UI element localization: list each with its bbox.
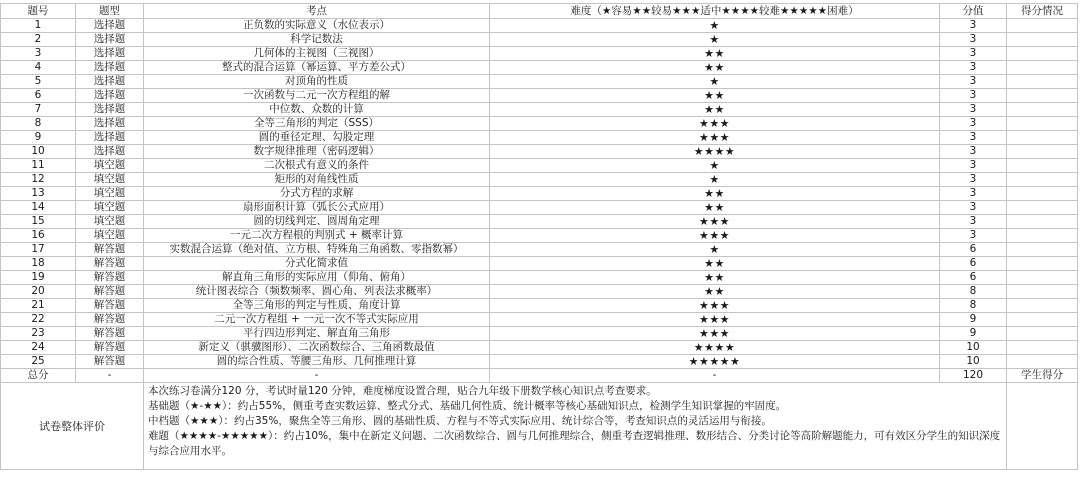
question-type: 选择题 xyxy=(76,145,144,159)
score-result xyxy=(1007,33,1078,47)
question-score: 3 xyxy=(940,145,1007,159)
total-label: 总分 xyxy=(1,369,76,383)
question-topic: 数字规律推理（密码逻辑） xyxy=(144,145,490,159)
question-topic: 圆的切线判定、圆周角定理 xyxy=(144,215,490,229)
difficulty-stars: ★★★★ xyxy=(490,341,940,355)
question-number: 22 xyxy=(1,313,76,327)
score-result xyxy=(1007,61,1078,75)
question-number: 21 xyxy=(1,299,76,313)
question-row xyxy=(1,271,1078,285)
difficulty-stars: ★★ xyxy=(490,271,940,285)
question-row xyxy=(1,47,1078,61)
question-number: 24 xyxy=(1,341,76,355)
total-difficulty: - xyxy=(490,369,940,383)
question-topic: 全等三角形的判定（SSS） xyxy=(144,117,490,131)
question-topic: 实数混合运算（绝对值、立方根、特殊角三角函数、零指数幂） xyxy=(144,243,490,257)
question-score: 3 xyxy=(940,229,1007,243)
score-result xyxy=(1007,89,1078,103)
question-number: 6 xyxy=(1,89,76,103)
difficulty-stars: ★★ xyxy=(490,257,940,271)
question-row xyxy=(1,75,1078,89)
question-topic: 解直角三角形的实际应用（仰角、俯角） xyxy=(144,271,490,285)
evaluation-blank xyxy=(1007,383,1078,470)
question-topic: 圆的垂径定理、勾股定理 xyxy=(144,131,490,145)
question-score: 9 xyxy=(940,313,1007,327)
score-result xyxy=(1007,313,1078,327)
question-number: 25 xyxy=(1,355,76,369)
total-row xyxy=(1,369,1078,383)
question-score: 3 xyxy=(940,159,1007,173)
score-result xyxy=(1007,229,1078,243)
evaluation-row xyxy=(1,383,1078,470)
question-type: 解答题 xyxy=(76,355,144,369)
header-row xyxy=(1,4,1078,19)
question-type: 选择题 xyxy=(76,103,144,117)
difficulty-stars: ★★★★ xyxy=(490,145,940,159)
difficulty-stars: ★★★ xyxy=(490,327,940,341)
evaluation-line: 难题（★★★★-★★★★★）：约占10%，集中在新定义问题、二次函数综合、圆与几何推理综合，侧重考查逻辑推理、数形结合、分类讨论等高阶解题能力，可有效区分学生的知识深度与综合应用水平。 xyxy=(148,430,1001,457)
question-row xyxy=(1,33,1078,47)
question-score: 10 xyxy=(940,341,1007,355)
question-row xyxy=(1,187,1078,201)
difficulty-stars: ★★ xyxy=(490,201,940,215)
question-number: 16 xyxy=(1,229,76,243)
score-result xyxy=(1007,159,1078,173)
question-number: 4 xyxy=(1,61,76,75)
question-type: 解答题 xyxy=(76,313,144,327)
question-type: 解答题 xyxy=(76,327,144,341)
question-topic: 统计图表综合（频数频率、圆心角、列表法求概率） xyxy=(144,285,490,299)
question-type: 选择题 xyxy=(76,75,144,89)
difficulty-stars: ★ xyxy=(490,75,940,89)
question-type: 解答题 xyxy=(76,243,144,257)
header-topic: 考点 xyxy=(144,4,490,19)
question-number: 20 xyxy=(1,285,76,299)
question-topic: 扇形面积计算（弧长公式应用） xyxy=(144,201,490,215)
score-result xyxy=(1007,103,1078,117)
question-row xyxy=(1,19,1078,33)
question-type: 解答题 xyxy=(76,257,144,271)
question-row xyxy=(1,215,1078,229)
question-number: 1 xyxy=(1,19,76,33)
score-result xyxy=(1007,299,1078,313)
difficulty-stars: ★ xyxy=(490,33,940,47)
question-row xyxy=(1,89,1078,103)
score-result xyxy=(1007,117,1078,131)
question-topic: 中位数、众数的计算 xyxy=(144,103,490,117)
question-row xyxy=(1,145,1078,159)
question-score: 3 xyxy=(940,33,1007,47)
question-score: 3 xyxy=(940,187,1007,201)
score-result xyxy=(1007,187,1078,201)
question-topic: 全等三角形的判定与性质、角度计算 xyxy=(144,299,490,313)
question-type: 选择题 xyxy=(76,19,144,33)
question-score: 6 xyxy=(940,243,1007,257)
question-topic: 二次根式有意义的条件 xyxy=(144,159,490,173)
difficulty-stars: ★★★ xyxy=(490,299,940,313)
question-number: 12 xyxy=(1,173,76,187)
question-topic: 对顶角的性质 xyxy=(144,75,490,89)
question-score: 8 xyxy=(940,285,1007,299)
score-result xyxy=(1007,145,1078,159)
question-type: 选择题 xyxy=(76,131,144,145)
score-result xyxy=(1007,19,1078,33)
question-number: 13 xyxy=(1,187,76,201)
question-score: 3 xyxy=(940,103,1007,117)
question-topic: 二元一次方程组 + 一元一次不等式实际应用 xyxy=(144,313,490,327)
score-result xyxy=(1007,47,1078,61)
question-row xyxy=(1,243,1078,257)
question-type: 填空题 xyxy=(76,215,144,229)
question-score: 3 xyxy=(940,117,1007,131)
question-score: 3 xyxy=(940,173,1007,187)
header-type: 题型 xyxy=(76,4,144,19)
question-topic: 几何体的主视图（三视图） xyxy=(144,47,490,61)
question-topic: 科学记数法 xyxy=(144,33,490,47)
question-number: 14 xyxy=(1,201,76,215)
question-score: 10 xyxy=(940,355,1007,369)
question-row xyxy=(1,355,1078,369)
question-rows xyxy=(1,19,1078,369)
difficulty-stars: ★ xyxy=(490,159,940,173)
score-result xyxy=(1007,257,1078,271)
question-topic: 新定义（骐骥图形）、二次函数综合、三角函数最值 xyxy=(144,341,490,355)
question-score: 8 xyxy=(940,299,1007,313)
question-score: 3 xyxy=(940,75,1007,89)
difficulty-stars: ★★ xyxy=(490,61,940,75)
question-row xyxy=(1,229,1078,243)
question-score: 3 xyxy=(940,89,1007,103)
evaluation-label: 试卷整体评价 xyxy=(1,383,144,470)
evaluation-line: 本次练习卷满分120 分，考试时量120 分钟，难度梯度设置合理，贴合九年级下册数学核心知识点考查要求。 xyxy=(148,385,657,397)
question-number: 17 xyxy=(1,243,76,257)
question-row xyxy=(1,117,1078,131)
header-num: 题号 xyxy=(1,4,76,19)
question-score: 3 xyxy=(940,19,1007,33)
difficulty-stars: ★★★★★ xyxy=(490,355,940,369)
difficulty-stars: ★★★ xyxy=(490,229,940,243)
total-type: - xyxy=(76,369,144,383)
difficulty-stars: ★★★ xyxy=(490,215,940,229)
total-score: 120 xyxy=(940,369,1007,383)
question-number: 5 xyxy=(1,75,76,89)
question-topic: 整式的混合运算（幂运算、平方差公式） xyxy=(144,61,490,75)
score-result xyxy=(1007,243,1078,257)
score-result xyxy=(1007,271,1078,285)
score-result xyxy=(1007,355,1078,369)
question-type: 解答题 xyxy=(76,299,144,313)
difficulty-stars: ★★★ xyxy=(490,313,940,327)
question-row xyxy=(1,285,1078,299)
question-score: 6 xyxy=(940,271,1007,285)
question-type: 选择题 xyxy=(76,47,144,61)
score-result xyxy=(1007,173,1078,187)
question-score: 6 xyxy=(940,257,1007,271)
difficulty-stars: ★★ xyxy=(490,89,940,103)
question-type: 选择题 xyxy=(76,61,144,75)
question-score: 3 xyxy=(940,215,1007,229)
question-row xyxy=(1,313,1078,327)
question-topic: 圆的综合性质、等腰三角形、几何推理计算 xyxy=(144,355,490,369)
question-number: 7 xyxy=(1,103,76,117)
total-result: 学生得分 xyxy=(1007,369,1078,383)
question-row xyxy=(1,257,1078,271)
question-number: 2 xyxy=(1,33,76,47)
question-row xyxy=(1,327,1078,341)
evaluation-line: 中档题（★★★）：约占35%，聚焦全等三角形、圆的基础性质、方程与不等式实际应用、统计综合等，考查知识点的灵活运用与衔接。 xyxy=(148,415,772,427)
question-topic: 一次函数与二元一次方程组的解 xyxy=(144,89,490,103)
difficulty-stars: ★★★ xyxy=(490,117,940,131)
question-number: 8 xyxy=(1,117,76,131)
header-score: 分值 xyxy=(940,4,1007,19)
score-result xyxy=(1007,327,1078,341)
question-row xyxy=(1,173,1078,187)
question-type: 填空题 xyxy=(76,201,144,215)
question-topic: 分式方程的求解 xyxy=(144,187,490,201)
question-number: 10 xyxy=(1,145,76,159)
question-number: 18 xyxy=(1,257,76,271)
question-type: 选择题 xyxy=(76,117,144,131)
question-score: 3 xyxy=(940,201,1007,215)
header-difficulty: 难度（★容易★★较易★★★适中★★★★较难★★★★★困难） xyxy=(490,4,940,19)
question-number: 15 xyxy=(1,215,76,229)
question-type: 填空题 xyxy=(76,159,144,173)
question-number: 23 xyxy=(1,327,76,341)
question-row xyxy=(1,159,1078,173)
evaluation-line: 基础题（★-★★）：约占55%，侧重考查实数运算、整式分式、基础几何性质、统计概率等核心基础知识点，检测学生知识掌握的牢固度。 xyxy=(148,400,787,412)
question-score: 9 xyxy=(940,327,1007,341)
question-topic: 一元二次方程根的判别式 + 概率计算 xyxy=(144,229,490,243)
question-number: 11 xyxy=(1,159,76,173)
question-number: 19 xyxy=(1,271,76,285)
score-result xyxy=(1007,341,1078,355)
score-result xyxy=(1007,215,1078,229)
question-score: 3 xyxy=(940,47,1007,61)
difficulty-stars: ★ xyxy=(490,243,940,257)
question-type: 解答题 xyxy=(76,285,144,299)
question-number: 9 xyxy=(1,131,76,145)
question-topic: 分式化简求值 xyxy=(144,257,490,271)
score-result xyxy=(1007,131,1078,145)
difficulty-stars: ★★ xyxy=(490,47,940,61)
question-topic: 平行四边形判定、解直角三角形 xyxy=(144,327,490,341)
evaluation-text xyxy=(144,383,1007,470)
question-row xyxy=(1,131,1078,145)
difficulty-stars: ★★ xyxy=(490,187,940,201)
score-result xyxy=(1007,285,1078,299)
question-topic: 矩形的对角线性质 xyxy=(144,173,490,187)
question-row xyxy=(1,61,1078,75)
question-number: 3 xyxy=(1,47,76,61)
question-type: 解答题 xyxy=(76,271,144,285)
difficulty-stars: ★★ xyxy=(490,285,940,299)
difficulty-stars: ★ xyxy=(490,19,940,33)
difficulty-stars: ★★★ xyxy=(490,131,940,145)
score-result xyxy=(1007,75,1078,89)
exam-analysis-table xyxy=(0,3,1078,470)
header-result: 得分情况 xyxy=(1007,4,1078,19)
question-row xyxy=(1,299,1078,313)
question-topic: 正负数的实际意义（水位表示） xyxy=(144,19,490,33)
question-type: 解答题 xyxy=(76,341,144,355)
difficulty-stars: ★ xyxy=(490,173,940,187)
score-result xyxy=(1007,201,1078,215)
difficulty-stars: ★★ xyxy=(490,103,940,117)
question-score: 3 xyxy=(940,131,1007,145)
question-score: 3 xyxy=(940,61,1007,75)
question-row xyxy=(1,341,1078,355)
question-row xyxy=(1,201,1078,215)
total-topic: - xyxy=(144,369,490,383)
question-type: 选择题 xyxy=(76,33,144,47)
question-row xyxy=(1,103,1078,117)
question-type: 选择题 xyxy=(76,89,144,103)
question-type: 填空题 xyxy=(76,229,144,243)
question-type: 填空题 xyxy=(76,173,144,187)
question-type: 填空题 xyxy=(76,187,144,201)
